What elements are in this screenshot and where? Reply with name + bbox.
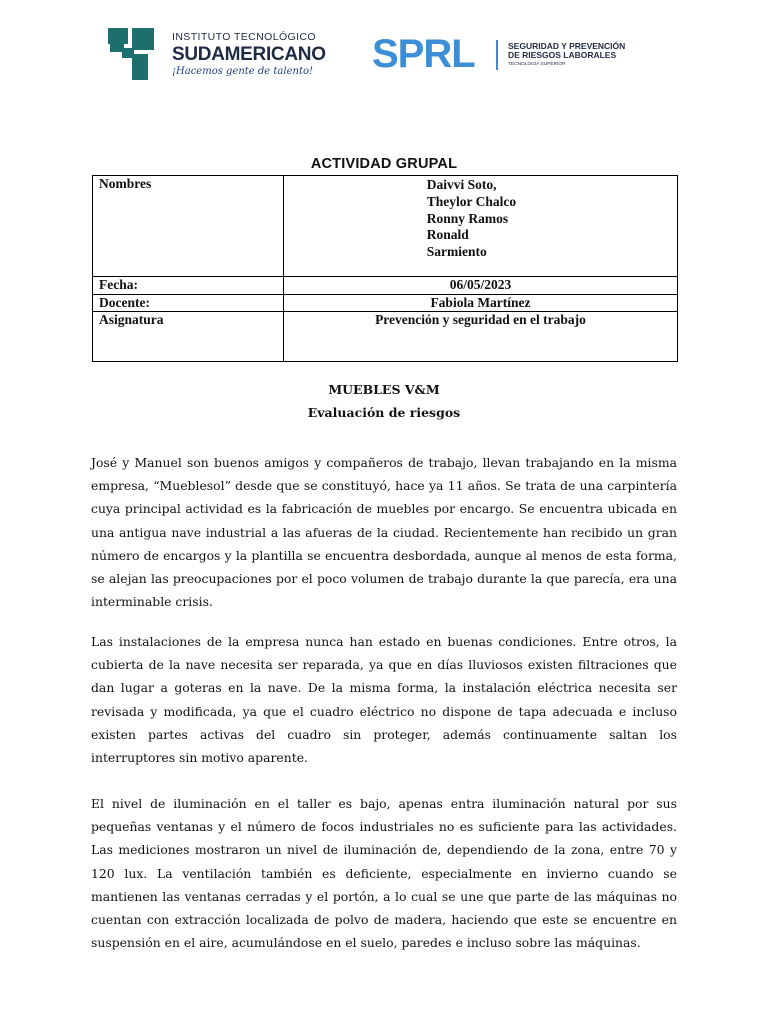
section-heading: Evaluación de riesgos (307, 405, 461, 420)
sprl-line1: SEGURIDAD Y PREVENCIÓN (508, 41, 626, 51)
company-heading: MUEBLES V&M (328, 382, 440, 397)
teacher-value: Fabiola Martínez (284, 294, 678, 312)
table-row-names (93, 176, 678, 277)
subject-value: Prevención y seguridad en el trabajo (284, 312, 678, 362)
name-item: Sarmiento (426, 244, 487, 260)
sprl-line2: DE RIESGOS LABORALES (508, 49, 617, 60)
institute-name-line1: INSTITUTO TECNOLÓGICO (172, 31, 316, 43)
institute-logo (108, 28, 328, 80)
names-list (427, 176, 516, 261)
paragraph-1: José y Manuel son buenos amigos y compañeros de trabajo, llevan trabajando en la misma empresa, “Mueblesol” desde que se constituyó, hace ya 11 años. Se trata de una carpintería cuya principal actividad es la fabricación de muebles por encargo. Se encuentra ubicada en una antigua nave industrial a las afueras de la ciudad. Recientemente han recibido un gran número de encargos y la plantilla se encuentra desbordada, aunque al menos de esta forma, se alejan las preocupaciones por el poco volumen de trabajo durante la que parecía, era una interminable crisis. (91, 455, 677, 610)
subject-label-cell (93, 312, 284, 362)
date-label-cell (93, 277, 284, 295)
institute-mark-icon (108, 28, 156, 80)
name-item: Theylor Chalco (426, 193, 517, 209)
table-row-subject (93, 312, 678, 362)
sprl-logo (372, 32, 632, 78)
name-item: Ronald (426, 227, 469, 243)
date-value: 06/05/2023 (284, 277, 678, 295)
names-label-cell (93, 176, 284, 277)
sprl-divider (496, 40, 498, 70)
paragraph-2: Las instalaciones de la empresa nunca han estado en buenas condiciones. Entre otros, la cubierta de la nave necesita ser reparada, ya que en días lluviosos existen filtraciones que dan lugar a goteras en la nave. De la misma forma, la instalación eléctrica necesita ser revisada y modificada, ya que el cuadro eléctrico no dispone de tapa adecuada e incluso existen partes activas del cuadro sin proteger, además continuamente saltan los interruptores sin motivo aparente. (91, 634, 677, 766)
names-label: Nombres (99, 176, 152, 191)
paragraph-3: El nivel de iluminación en el taller es bajo, apenas entra iluminación natural por sus pequeñas ventanas y el número de focos industriales no es suficiente para las actividades. Las mediciones mostraron un nivel de iluminación de, dependiendo de la zona, entre 70 y 120 lux. La ventilación también es deficiente, especialmente en invierno cuando se mantienen las ventanas cerradas y el portón, a lo cual se une que parte de las máquinas no cuentan con extracción localizada de polvo de madera, haciendo que este se encuentre en suspensión en el aire, acumulándose en el suelo, paredes e incluso sobre las máquinas. (91, 796, 677, 951)
sprl-line3: TECNOLOGÍA SUPERIOR (508, 61, 566, 67)
table-row-date (93, 277, 678, 295)
page-title: ACTIVIDAD GRUPAL (310, 156, 458, 172)
info-table (92, 175, 678, 362)
teacher-label-cell (93, 294, 284, 312)
name-item: Daivvi Soto, (426, 177, 497, 192)
teacher-label: Docente: (99, 294, 150, 310)
subject-label: Asignatura (99, 312, 164, 327)
name-item: Ronny Ramos (426, 210, 509, 226)
date-label: Fecha: (99, 277, 138, 292)
sprl-acronym: SPRL (372, 32, 475, 76)
table-row-teacher (93, 294, 678, 312)
names-value-cell (284, 176, 678, 277)
institute-name-line2: SUDAMERICANO (172, 43, 326, 65)
institute-slogan: ¡Hacemos gente de talento! (172, 65, 314, 77)
